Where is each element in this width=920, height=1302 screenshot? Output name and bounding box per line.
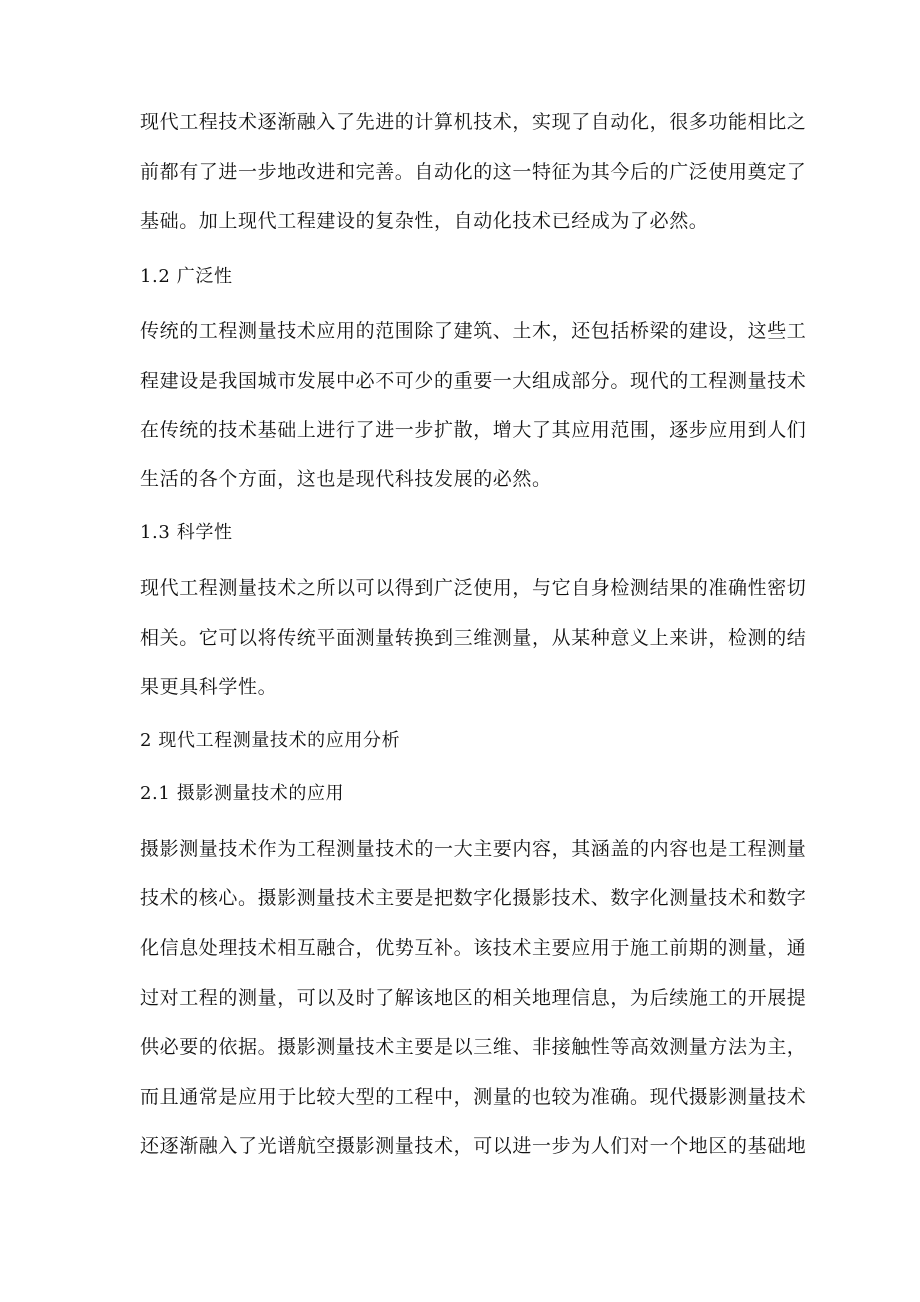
- paragraph-1-line-1: 现代工程技术逐渐融入了先进的计算机技术，实现了自动化，很多功能相比之: [140, 111, 807, 133]
- paragraph-3-line-1: 现代工程测量技术之所以可以得到广泛使用，与它自身检测结果的准确性密切: [140, 577, 807, 599]
- paragraph-1-line-2: 前都有了进一步地改进和完善。自动化的这一特征为其今后的广泛使用奠定了: [140, 161, 807, 183]
- section-heading-1-3: 1.3 科学性: [140, 522, 233, 543]
- paragraph-4-line-5: 供必要的依据。摄影测量技术主要是以三维、非接触性等高效测量方法为主，: [140, 1036, 807, 1058]
- paragraph-3-line-2: 相关。它可以将传统平面测量转换到三维测量，从某种意义上来讲，检测的结: [140, 627, 807, 649]
- paragraph-4-line-3: 化信息处理技术相互融合，优势互补。该技术主要应用于施工前期的测量，通: [140, 937, 807, 959]
- section-heading-1-2: 1.2 广泛性: [140, 266, 233, 287]
- paragraph-2-line-4: 生活的各个方面，这也是现代科技发展的必然。: [140, 468, 552, 490]
- paragraph-2-line-1: 传统的工程测量技术应用的范围除了建筑、土木，还包括桥梁的建设，这些工: [140, 320, 807, 342]
- paragraph-2-line-2: 程建设是我国城市发展中必不可少的重要一大组成部分。现代的工程测量技术: [140, 370, 807, 392]
- paragraph-4-line-6: 而且通常是应用于比较大型的工程中，测量的也较为准确。现代摄影测量技术: [140, 1086, 807, 1108]
- section-heading-2-1: 2.1 摄影测量技术的应用: [140, 783, 345, 804]
- paragraph-4-line-2: 技术的核心。摄影测量技术主要是把数字化摄影技术、数字化测量技术和数字: [140, 887, 807, 909]
- section-heading-2: 2 现代工程测量技术的应用分析: [140, 730, 401, 751]
- paragraph-1-line-3: 基础。加上现代工程建设的复杂性，自动化技术已经成为了必然。: [140, 210, 709, 232]
- paragraph-4-line-4: 过对工程的测量，可以及时了解该地区的相关地理信息，为后续施工的开展提: [140, 987, 807, 1009]
- paragraph-4-line-1: 摄影测量技术作为工程测量技术的一大主要内容，其涵盖的内容也是工程测量: [140, 838, 807, 860]
- paragraph-2-line-3: 在传统的技术基础上进行了进一步扩散，增大了其应用范围，逐步应用到人们: [140, 419, 807, 441]
- paragraph-4-line-7: 还逐渐融入了光谱航空摄影测量技术，可以进一步为人们对一个地区的基础地: [140, 1135, 807, 1157]
- paragraph-3-line-3: 果更具科学性。: [140, 676, 278, 698]
